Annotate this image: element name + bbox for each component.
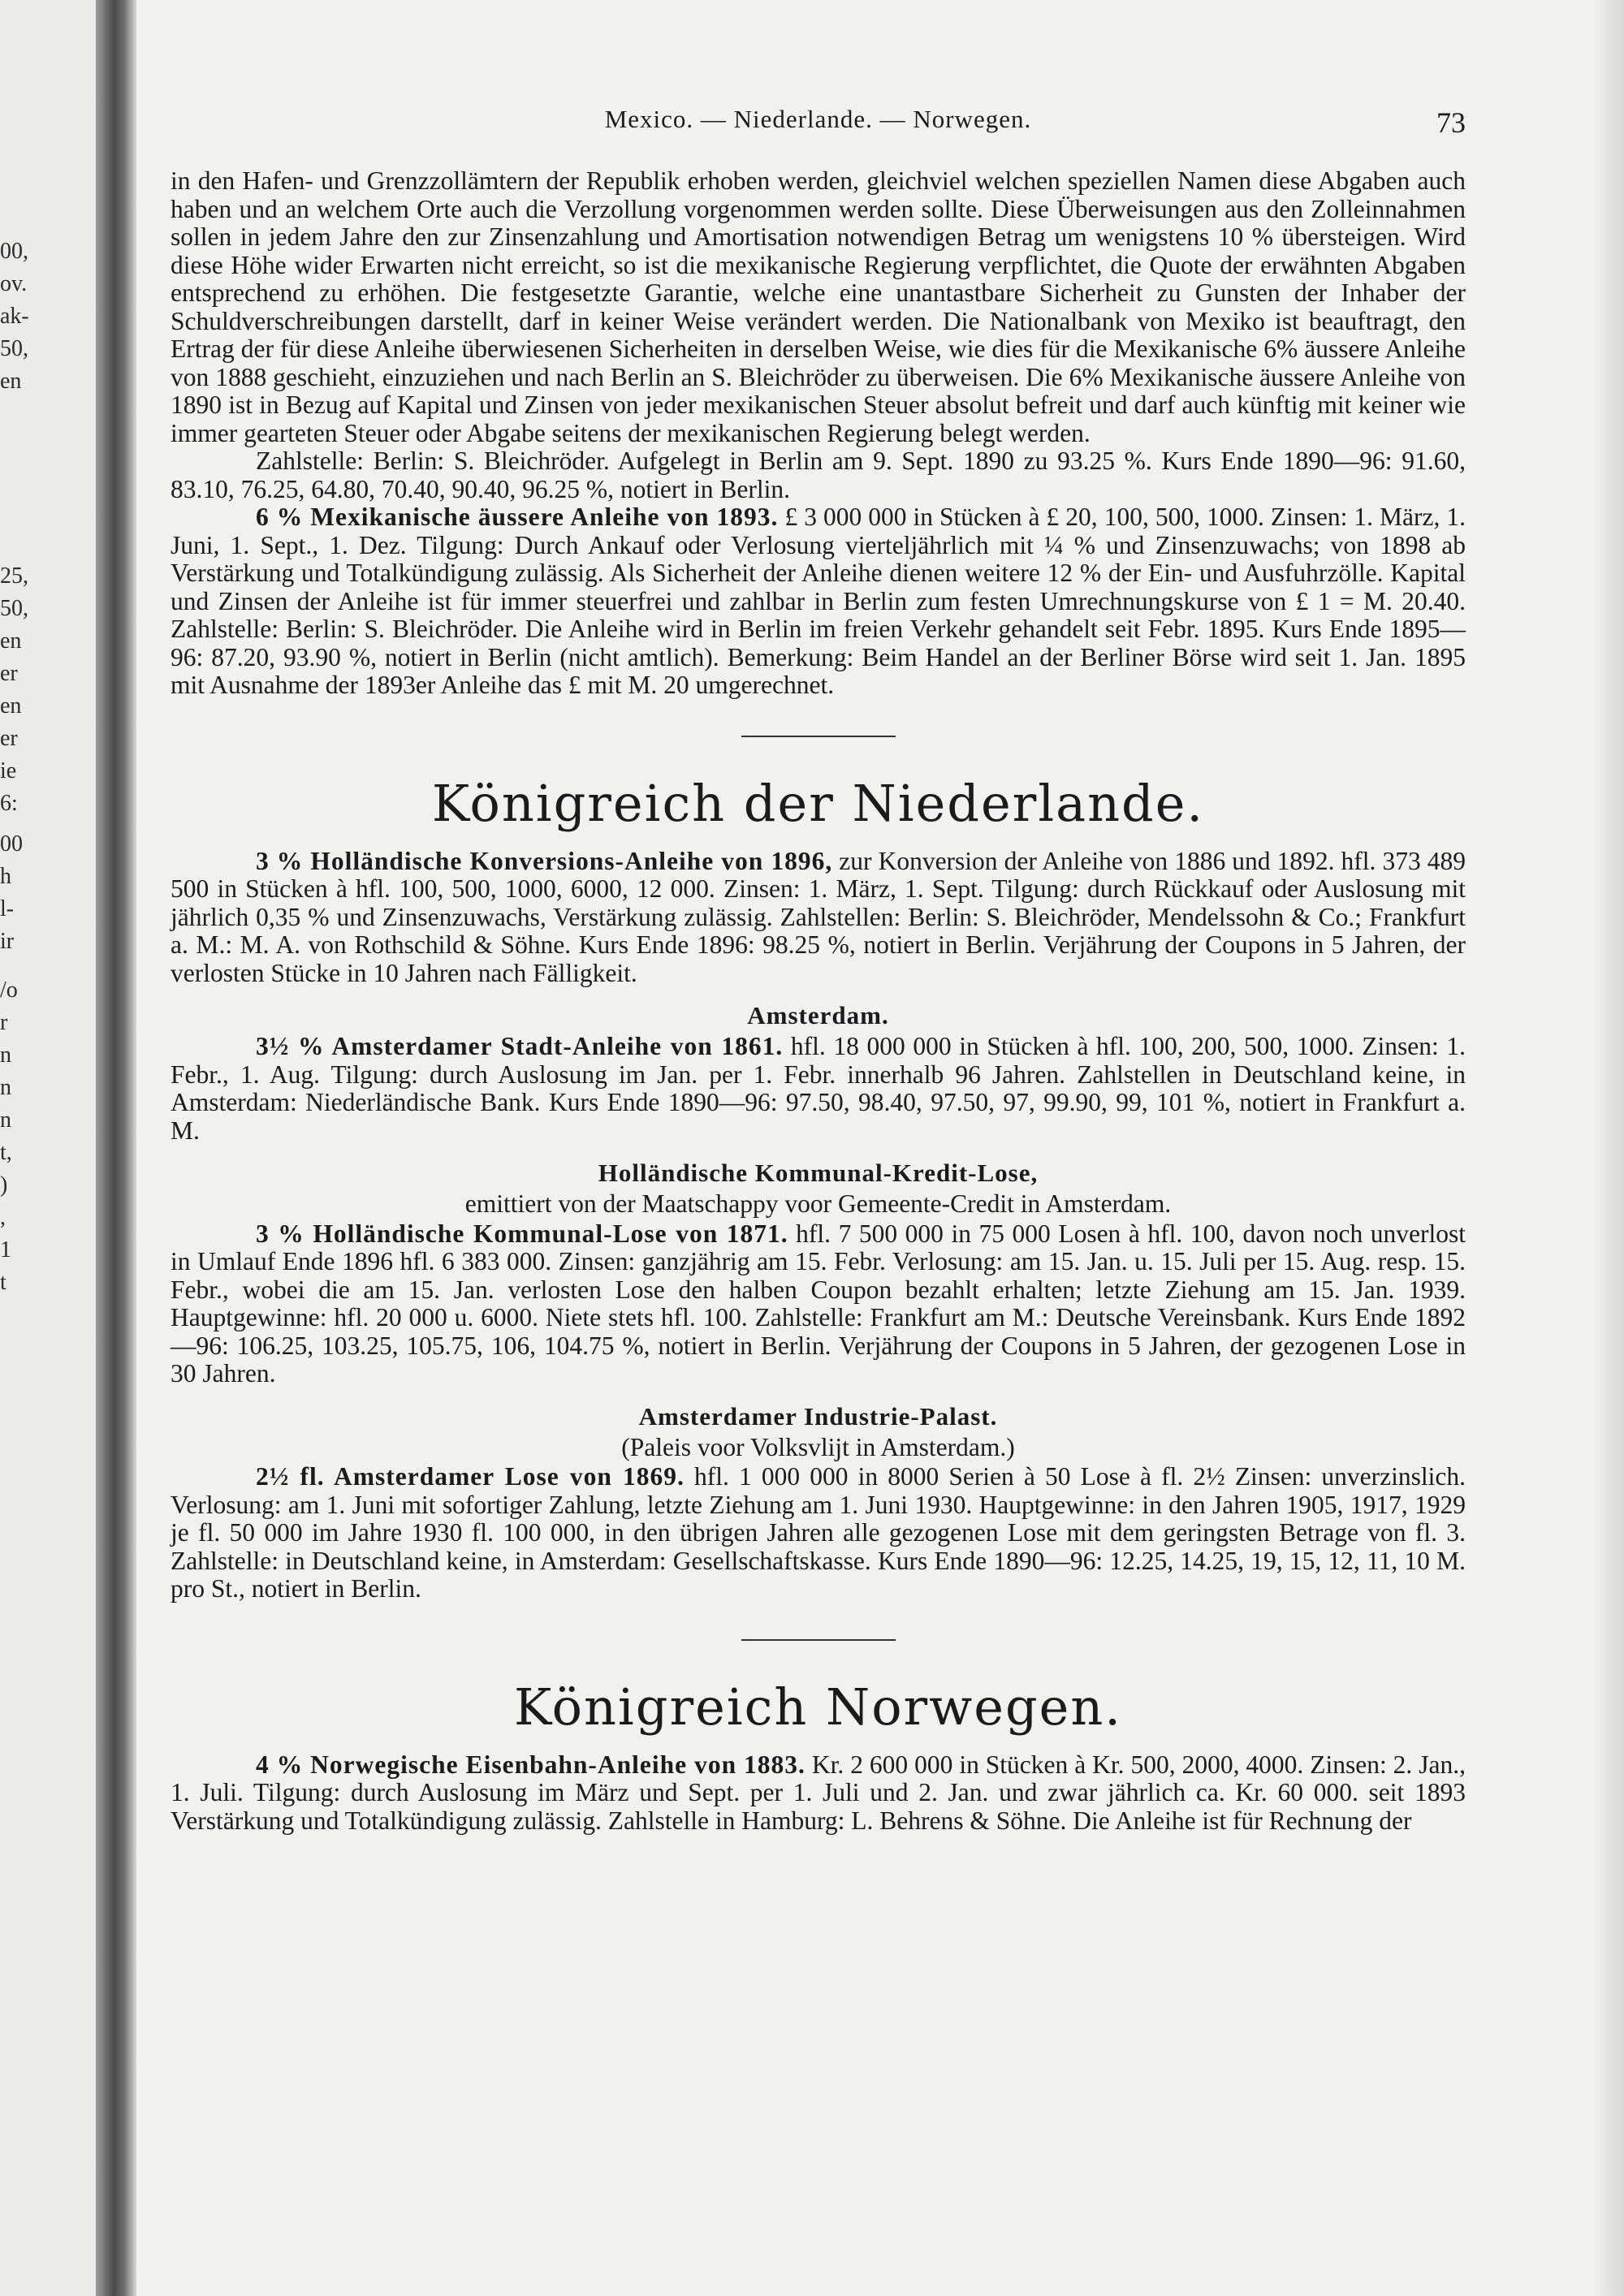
section-heading-norwegen: Königreich Norwegen. xyxy=(514,1677,1122,1737)
left-page-fragment: h xyxy=(0,864,11,889)
loan-title: 3 % Holländische Kommunal-Lose von 1871. xyxy=(256,1219,788,1248)
loan-title: 6 % Mexikanische äussere Anleihe von 1893. xyxy=(256,503,779,531)
loan-body: hfl. 7 500 000 in 75 000 Losen à hfl. 100, davon noch unverlost in Umlauf Ende 1896 hfl. 6 383 000. Zinsen: ganzjährig am 15. Febr. Verlosung: am 15. Jan. u. 15. Juli per 15. Aug. resp. 15. Febr., wobei die am 15. Jan. verlosten Lose den halben Coupon bezahlt erhalten; letzte Ziehung am 15. Jan. 1939. Hauptgewinne: hfl. 20 000 u. 6000. Niete stets hfl. 100. Zahlstelle: Frankfurt am M.: Deutsche Vereinsbank. Kurs Ende 1892—96: 106.25, 103.25, 105.75, 106, 104.75 %, notiert in Berlin. Verjährung der Coupons in 5 Jahren, der gezogenen Lose in 30 Jahren. xyxy=(171,1219,1466,1388)
mexico-1893-loan-paragraph xyxy=(171,503,1466,700)
left-page-fragment: r xyxy=(0,1010,8,1035)
left-page-fragment: t xyxy=(0,1270,6,1295)
section-divider xyxy=(741,736,896,737)
left-page-fragment: 6: xyxy=(0,791,18,816)
left-page-fragment: 00, xyxy=(0,239,28,264)
section-divider xyxy=(741,1639,896,1641)
mexico-zahlstelle-paragraph: Zahlstelle: Berlin: S. Bleichröder. Aufgelegt in Berlin am 9. Sept. 1890 zu 93.25 %. Kurs Ende 1890—96: 91.60, 83.10, 76.25, 64.80, 70.40, 90.40, 96.25 %, notiert in Berlin. xyxy=(171,447,1466,503)
palast-subline: (Paleis voor Volksvlijt in Amsterdam.) xyxy=(621,1432,1015,1461)
mexico-paragraph: in den Hafen- und Grenzzollämtern der Republik erhoben werden, gleichviel welchen speziellen Namen diese Abgaben auch haben und an welchem Orte auch die Verzollung vorgenommen werden sollte. Diese Überweisungen aus den Zolleinnahmen sollen in jedem Jahre den zur Zinsenzahlung und Amortisation notwendigen Betrag um wenigstens 10 % übersteigen. Wird diese Höhe wider Erwarten nicht erreicht, so ist die mexikanische Regierung verpflichtet, die Quote der erwähnten Abgaben entsprechend zu erhöhen. Die festgesetzte Garantie, welche eine unantastbare Sicherheit zu Gunsten der Inhaber der Schuldverschreibungen darstellt, darf in keiner Weise verändert werden. Die Nationalbank von Mexiko ist beauftragt, den Ertrag der für diese Anleihe überwiesenen Sicherheiten in derselben Weise, wie dies für die Mexikanische 6% äussere Anleihe von 1888 geschieht, einzuziehen und nach Berlin an S. Bleichröder zu überweisen. Die 6% Mexikanische äussere Anleihe von 1890 ist in Bezug auf Kapital und Zinsen von jeder mexikanischen Steuer absolut befreit und darf auch künftig mit keiner wie immer gearteten Steuer oder Abgabe seitens der mexikanischen Regierung belegt werden. xyxy=(171,166,1466,447)
left-page-fragment: l- xyxy=(0,896,15,921)
left-page-fragment: /o xyxy=(0,978,18,1003)
left-page-fragment: er xyxy=(0,661,18,686)
kommunal-subline: emittiert von der Maatschappy voor Gemeente-Credit in Amsterdam. xyxy=(464,1189,1172,1218)
left-page-fragment: ie xyxy=(0,758,17,783)
loan-title: 4 % Norwegische Eisenbahn-Anleihe von 1883. xyxy=(256,1750,806,1779)
loan-title: 3½ % Amsterdamer Stadt-Anleihe von 1861. xyxy=(256,1032,784,1060)
loan-body: £ 3 000 000 in Stücken à £ 20, 100, 500, 1000. Zinsen: 1. März, 1. Juni, 1. Sept., 1. Dez. Tilgung: Durch Ankauf oder Verlosung vierteljährlich mit ¼ % und Zinsenzuwachs; von 1898 ab Verstärkung und Totalkündigung zulässig. Als Sicherheit der Anleihe dienen weitere 12 % der Ein- und Ausfuhrzölle. Kapital und Zinsen der Anleihe ist für immer steuerfrei und zahlbar in Berlin zum festen Umrechnungskurse von £ 1 = M. 20.40. Zahlstelle: Berlin: S. Bleichröder. Die Anleihe wird in Berlin im freien Verkehr gehandelt seit Febr. 1895. Kurs Ende 1895—96: 87.20, 93.90 %, notiert in Berlin (nicht amtlich). Bemerkung: Beim Handel an der Berliner Börse wird seit 1. Jan. 1895 mit Ausnahme der 1893er Anleihe das £ mit M. 20 umgerechnet. xyxy=(171,503,1466,699)
header-title: Mexico. — Niederlande. — Norwegen. xyxy=(604,105,1032,133)
adjacent-page-edge xyxy=(0,0,96,2296)
page-content xyxy=(171,106,1466,1835)
subheading-industrie-palast: Amsterdamer Industrie-Palast. xyxy=(638,1401,998,1431)
stadt-anleihe-paragraph xyxy=(171,1033,1466,1145)
left-page-fragment: t, xyxy=(0,1140,12,1165)
loan-body: hfl. 1 000 000 in 8000 Serien à 50 Lose à fl. 2½ Zinsen: unverzinslich. Verlosung: am 1. Juni mit sofortiger Zahlung, letzte Ziehung am 1. Juni 1930. Hauptgewinne: in den Jahren 1905, 1917, 1929 je fl. 50 000 im Jahre 1930 fl. 100 000, in den übrigen Jahren alle gezogenen Lose mit dem geringsten Betrage von fl. 3. Zahlstelle: in Deutschland keine, in Amsterdam: Gesellschaftskasse. Kurs Ende 1890—96: 12.25, 14.25, 19, 15, 12, 11, 10 M. pro St., notiert in Berlin. xyxy=(171,1462,1466,1603)
konversions-anleihe-paragraph xyxy=(171,848,1466,988)
running-head xyxy=(171,106,1466,154)
kommunal-lose-paragraph xyxy=(171,1220,1466,1388)
left-page-fragment: n xyxy=(0,1075,11,1100)
left-page-fragment: en xyxy=(0,693,22,719)
left-page-fragment: 00 xyxy=(0,831,23,857)
left-page-fragment: en xyxy=(0,369,22,394)
loan-body: Kr. 2 600 000 in Stücken à Kr. 500, 2000, 4000. Zinsen: 2. Jan., 1. Juli. Tilgung: durch Auslosung im März und Sept. per 1. Juli und 2. Jan. und zwar jährlich ca. Kr. 60 000. seit 1893 Verstärkung und Totalkündigung zulässig. Zahlstelle in Hamburg: L. Behrens & Söhne. Die Anleihe ist für Rechnung der xyxy=(171,1750,1466,1835)
left-page-fragment: ) xyxy=(0,1172,8,1198)
left-page-fragment: en xyxy=(0,628,22,654)
left-page-fragment: ir xyxy=(0,929,15,954)
page-edge-shadow xyxy=(1592,0,1624,2296)
loan-body: zur Konversion der Anleihe von 1886 und 1892. hfl. 373 489 500 in Stücken à hfl. 100, 500, 1000, 6000, 12 000. Zinsen: 1. März, 1. Sept. Tilgung: durch Rückkauf oder Auslosung mit jährlich 0,35 % und Zinsenzuwachs, Verstärkung zulässig. Zahlstellen: Berlin: S. Bleichröder, Mendelssohn & Co.; Frankfurt a. M.: M. A. von Rothschild & Söhne. Kurs Ende 1896: 98.25 %, notiert in Berlin. Verjährung der Coupons in 5 Jahren, der verlosten Stücke in 10 Jahren nach Fälligkeit. xyxy=(171,846,1466,987)
left-page-fragment: 50, xyxy=(0,596,28,621)
section-heading-niederlande: Königreich der Niederlande. xyxy=(431,773,1205,833)
eisenbahn-anleihe-paragraph xyxy=(171,1751,1466,1836)
book-gutter xyxy=(96,0,136,2296)
left-page-fragment: ak- xyxy=(0,304,29,329)
left-page-fragment: 50, xyxy=(0,336,28,361)
loan-title: 2½ fl. Amsterdamer Lose von 1869. xyxy=(256,1462,685,1491)
page-number: 73 xyxy=(1436,106,1466,139)
left-page-fragment: n xyxy=(0,1042,11,1068)
left-page-fragment: er xyxy=(0,726,18,751)
left-page-fragment: n xyxy=(0,1107,11,1133)
loan-title: 3 % Holländische Konversions-Anleihe von 1896, xyxy=(256,846,833,875)
left-page-fragment: ov. xyxy=(0,271,28,296)
subheading-amsterdam: Amsterdam. xyxy=(747,1001,889,1029)
amsterdamer-lose-paragraph xyxy=(171,1463,1466,1603)
subheading-kommunal-kredit: Holländische Kommunal-Kredit-Lose, xyxy=(598,1159,1039,1187)
left-page-fragment: 1 xyxy=(0,1237,11,1262)
left-page-fragment: , xyxy=(0,1205,6,1230)
left-page-fragment: 25, xyxy=(0,563,28,589)
loan-body: hfl. 18 000 000 in Stücken à hfl. 100, 200, 500, 1000. Zinsen: 1. Febr., 1. Aug. Tilgung: durch Auslosung im Jan. per 1. Febr. innerhalb 96 Jahren. Zahlstellen in Deutschland keine, in Amsterdam: Niederländische Bank. Kurs Ende 1890—96: 97.50, 98.40, 97.50, 97, 99.90, 99, 101 %, notiert in Frankfurt a. M. xyxy=(171,1032,1466,1145)
